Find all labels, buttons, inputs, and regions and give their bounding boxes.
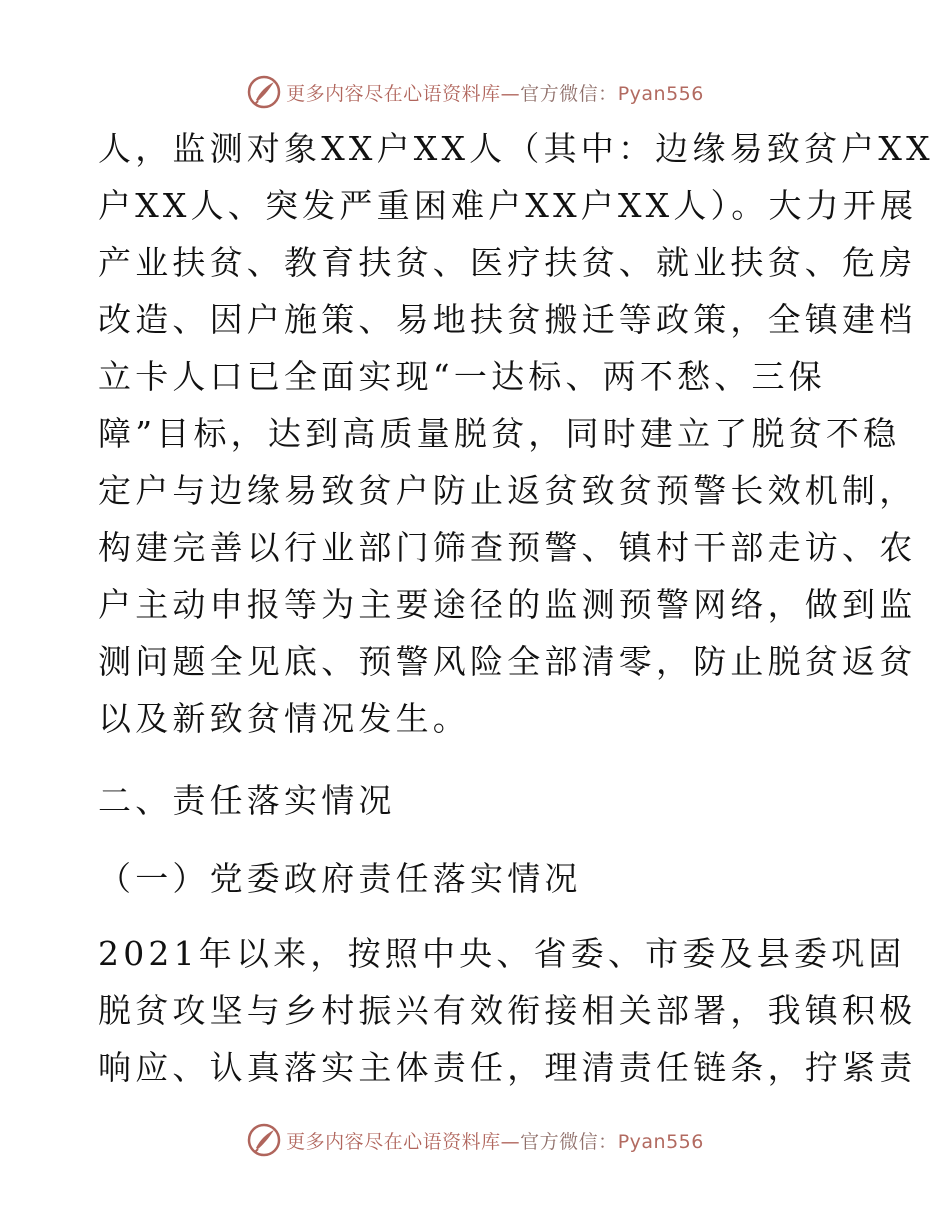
paragraph-line: 户XX人、突发严重困难户XX户XX人）。大力开展 [98, 186, 918, 225]
watermark-dash: — [500, 82, 521, 105]
paragraph-line: 定户与边缘易致贫户防止返贫致贫预警长效机制， [98, 471, 917, 510]
paragraph-line: 户主动申报等为主要途径的监测预警网络，做到监 [98, 585, 917, 624]
paragraph-line: 响应、认真落实主体责任，理清责任链条，拧紧责 [98, 1048, 917, 1087]
paragraph-line: 人，监测对象XX户XX人（其中：边缘易致贫户XX [98, 129, 934, 168]
paragraph-line: 以及新致贫情况发生。 [98, 699, 470, 738]
watermark-wechat-id: Pyan556 [617, 1130, 704, 1153]
watermark-title: 更多内容尽在心语资料库 [286, 82, 501, 105]
subsection-heading: （一）党委政府责任落实情况 [98, 859, 582, 898]
watermark-wechat-label: 官方微信： [520, 82, 618, 105]
paragraph-line: 脱贫攻坚与乡村振兴有效衔接相关部署，我镇积极 [98, 991, 917, 1030]
section-heading: 二、责任落实情况 [98, 781, 396, 820]
watermark-text [286, 1127, 704, 1154]
quill-seal-icon [246, 74, 282, 110]
paragraph-line: 2021年以来，按照中央、省委、市委及县委巩固 [98, 934, 906, 973]
paragraph-line: 产业扶贫、教育扶贫、医疗扶贫、就业扶贫、危房 [98, 243, 917, 282]
watermark-wechat-id: Pyan556 [617, 82, 704, 105]
header-watermark [0, 70, 950, 114]
watermark-wechat-label: 官方微信： [520, 1130, 618, 1153]
footer-watermark [0, 1118, 950, 1162]
paragraph-line: 立卡人口已全面实现“一达标、两不愁、三保 [98, 357, 826, 396]
paragraph-line: 构建完善以行业部门筛查预警、镇村干部走访、农 [98, 528, 917, 567]
quill-seal-icon [246, 1122, 282, 1158]
paragraph-line: 障”目标，达到高质量脱贫，同时建立了脱贫不稳 [98, 414, 901, 453]
paragraph-line: 测问题全见底、预警风险全部清零，防止脱贫返贫 [98, 642, 917, 681]
watermark-dash: — [500, 1130, 521, 1153]
paragraph-line: 改造、因户施策、易地扶贫搬迁等政策，全镇建档 [98, 300, 917, 339]
watermark-title: 更多内容尽在心语资料库 [286, 1130, 501, 1153]
watermark-text [286, 79, 704, 106]
